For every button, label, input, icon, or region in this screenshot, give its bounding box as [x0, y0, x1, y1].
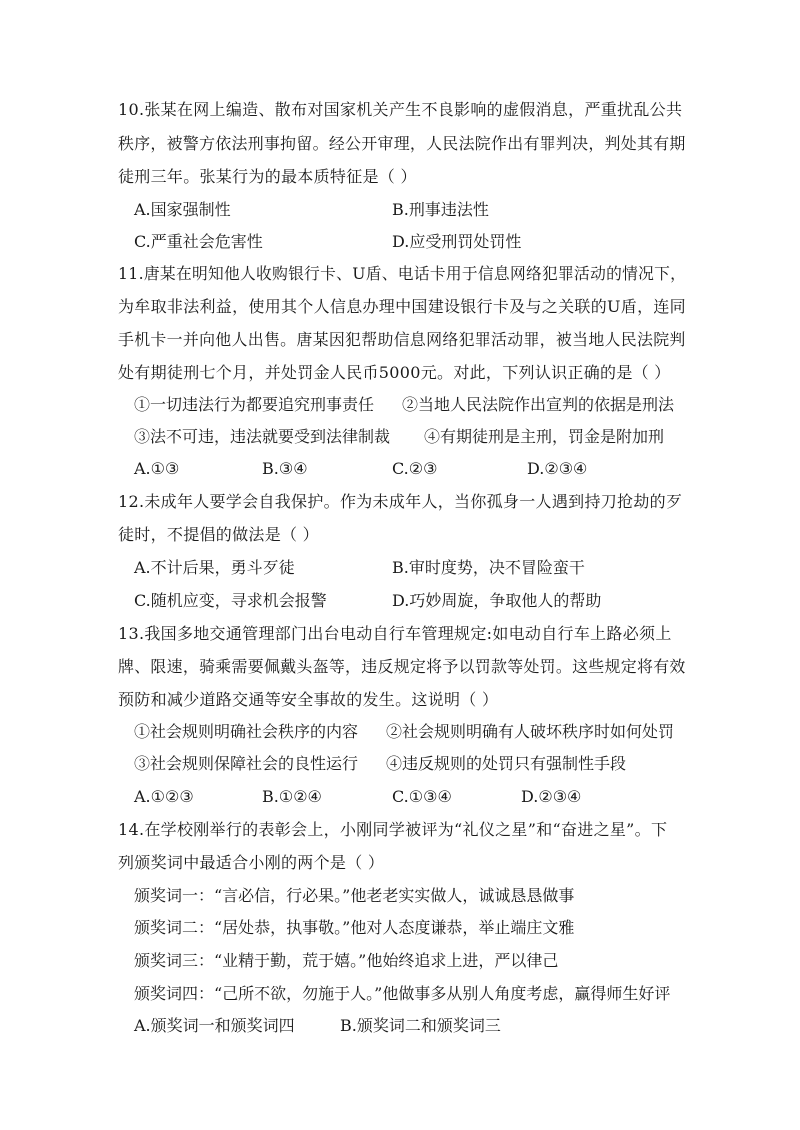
question-stem-line: 14.在学校刚举行的表彰会上，小刚同学被评为“礼仪之星”和“奋进之星”。下 — [118, 820, 668, 839]
option-a: A.①③ — [134, 459, 180, 478]
option-d: D.②③④ — [521, 787, 582, 806]
question-stem-line: 徒刑三年。张某行为的最本质特征是（ ） — [118, 167, 417, 186]
award-statement-2: 颁奖词二：“居处恭，执事敬。”他对人态度谦恭，举止端庄文雅 — [134, 918, 575, 937]
option-c: C.②③ — [392, 459, 438, 478]
statement-3: ③社会规则保障社会的良性运行 — [134, 754, 359, 773]
option-b: B.③④ — [262, 459, 308, 478]
option-a: A.不计后果，勇斗歹徒 — [134, 558, 295, 577]
statement-4: ④有期徒刑是主刑，罚金是附加刑 — [424, 427, 665, 446]
option-b: B.颁奖词二和颁奖词三 — [340, 1016, 501, 1035]
option-c: C.严重社会危害性 — [134, 232, 263, 251]
question-stem-line: 10.张某在网上编造、散布对国家机关产生不良影响的虚假消息，严重扰乱公共 — [118, 100, 683, 119]
award-statement-1: 颁奖词一：“言必信，行必果。”他老老实实做人，诚诚恳恳做事 — [134, 886, 575, 905]
statement-2: ②社会规则明确有人破坏秩序时如何处罚 — [386, 722, 675, 741]
award-statement-4: 颁奖词四：“己所不欲，勿施于人。”他做事多从别人角度考虑，赢得师生好评 — [134, 984, 671, 1003]
option-a: A.①②③ — [134, 787, 194, 806]
question-stem-line: 13.我国多地交通管理部门出台电动自行车管理规定:如电动自行车上路必须上 — [118, 624, 672, 643]
option-c: C.①③④ — [392, 787, 452, 806]
option-b: B.①②④ — [262, 787, 322, 806]
question-stem-line: 12.未成年人要学会自我保护。作为未成年人，当你孤身一人遇到持刀抢劫的歹 — [118, 492, 683, 511]
question-stem-line: 11.唐某在明知他人收购银行卡、U盾、电话卡用于信息网络犯罪活动的情况下， — [118, 264, 687, 283]
question-stem-line: 处有期徒刑七个月，并处罚金人民币5000元。对此，下列认识正确的是（ ） — [118, 363, 671, 382]
question-stem-line: 为牟取非法利益，使用其个人信息办理中国建设银行卡及与之关联的U盾，连同 — [118, 297, 686, 316]
option-d: D.②③④ — [527, 459, 588, 478]
statement-1: ①一切违法行为都要追究刑事责任 — [134, 395, 375, 414]
option-a: A.颁奖词一和颁奖词四 — [134, 1016, 295, 1035]
option-d: D.应受刑罚处罚性 — [392, 232, 522, 251]
question-stem-line: 秩序，被警方依法刑事拘留。经公开审理，人民法院作出有罪判决，判处其有期 — [118, 134, 686, 153]
question-stem-line: 徒时，不提倡的做法是（ ） — [118, 525, 319, 544]
option-d: D.巧妙周旋，争取他人的帮助 — [392, 591, 602, 610]
statement-4: ④违反规则的处罚只有强制性手段 — [386, 754, 627, 773]
option-b: B.刑事违法性 — [392, 200, 489, 219]
question-stem-line: 牌、限速，骑乘需要佩戴头盔等，违反规定将予以罚款等处罚。这些规定将有效 — [118, 657, 686, 676]
statement-3: ③法不可违，违法就要受到法律制裁 — [134, 427, 391, 446]
option-b: B.审时度势，决不冒险蛮干 — [392, 558, 585, 577]
option-a: A.国家强制性 — [134, 200, 231, 219]
award-statement-3: 颁奖词三：“业精于勤，荒于嬉。”他始终追求上进，严以律己 — [134, 951, 559, 970]
question-stem-line: 手机卡一并向他人出售。唐某因犯帮助信息网络犯罪活动罪，被当地人民法院判 — [118, 330, 686, 349]
question-stem-line: 列颁奖词中最适合小刚的两个是（ ） — [118, 853, 385, 872]
question-stem-line: 预防和减少道路交通等安全事故的发生。这说明（ ） — [118, 690, 499, 709]
statement-1: ①社会规则明确社会秩序的内容 — [134, 722, 359, 741]
option-c: C.随机应变，寻求机会报警 — [134, 591, 327, 610]
statement-2: ②当地人民法院作出宣判的依据是刑法 — [402, 395, 675, 414]
